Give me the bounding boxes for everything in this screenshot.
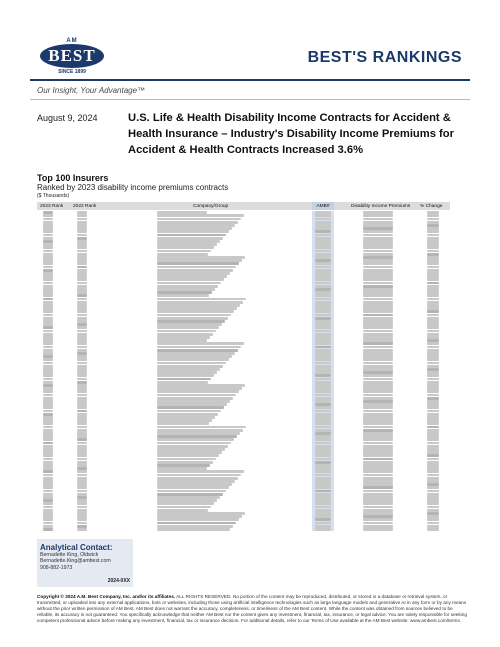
- contact-phone: 908-882-1973: [40, 564, 73, 571]
- list-units: ($ Thousands): [37, 193, 70, 199]
- column-header-change: % Change: [420, 203, 443, 209]
- terms-link[interactable]: www.ambest.com/terms: [410, 618, 460, 624]
- document-code: 2024-0XX: [107, 578, 130, 584]
- table-cell-blurred: [315, 528, 331, 531]
- section-title: BEST'S RANKINGS: [307, 49, 462, 66]
- page-header: [0, 0, 500, 112]
- table-row: [37, 528, 450, 531]
- header-divider: [30, 79, 470, 81]
- tagline: Our Insight, Your Advantage™: [37, 86, 146, 95]
- list-heading: Top 100 Insurers: [37, 173, 109, 183]
- column-header-2023-rank: 2023 Rank: [40, 203, 64, 209]
- table-header: [37, 202, 450, 210]
- table-cell-blurred: [43, 528, 53, 531]
- column-header-company: Company/Group: [193, 203, 229, 209]
- tagline-divider: [30, 99, 470, 100]
- terms-link-suffix: .: [459, 618, 462, 624]
- table-cell-blurred: [157, 528, 230, 531]
- report-title: U.S. Life & Health Disability Income Contracts for Accident & Health Insurance – Industry's Disability Income Premiums for Accident & Health Contracts Increased 3.6%: [128, 112, 454, 156]
- table-cell-blurred: [363, 528, 393, 531]
- copyright-lead: Copyright © 2024 A.M. Best Company, Inc. and/or its affiliates.: [37, 594, 176, 599]
- report-date: August 9, 2024: [37, 113, 98, 123]
- list-subheading: Ranked by 2023 disability income premiums contracts: [37, 183, 229, 192]
- copyright-body: ALL RIGHTS RESERVED. No portion of the content may be reproduced, distributed, or stored in a database or retrieval system, or transmitted, or uploaded into any external applications, bots or websites, including those using artificial intelligence technologies such as large language models and generative AI in any form or by any means without the prior written permission of AM Best. AM Best does not warrant the accuracy, completeness, or timeliness of the AM Best content. While the content was obtained from sources believed to be reliable, its accuracy is not guaranteed. You specifically acknowledge that neither AM Best nor the content gives any investment, financial, tax, insurance, or legal advice. You are solely responsible for seeking competent professional advice before making any investment, financial, tax or insurance decision. For additional details, refer to our Terms of Use available at the AM Best website:: [37, 594, 467, 624]
- table-body-blurred: [37, 211, 450, 531]
- column-header-amb: AMB#: [312, 202, 334, 210]
- logo-am-text: AM: [66, 38, 78, 44]
- contact-email[interactable]: Bernadette.King@ambest.com: [40, 558, 111, 565]
- copyright-notice: [37, 594, 469, 624]
- contact-name: Bernadette King, Oldwick: [40, 552, 99, 558]
- logo-since-text: SINCE 1899: [58, 69, 86, 75]
- column-header-premiums: Disability Income Premiums: [351, 203, 411, 209]
- table-cell-blurred: [77, 528, 87, 531]
- contact-title: Analytical Contact:: [40, 543, 113, 552]
- logo-best-text: BEST: [48, 46, 96, 65]
- column-header-2022-rank: 2022 Rank: [73, 203, 97, 209]
- am-best-logo: [36, 38, 108, 78]
- table-cell-blurred: [427, 528, 439, 531]
